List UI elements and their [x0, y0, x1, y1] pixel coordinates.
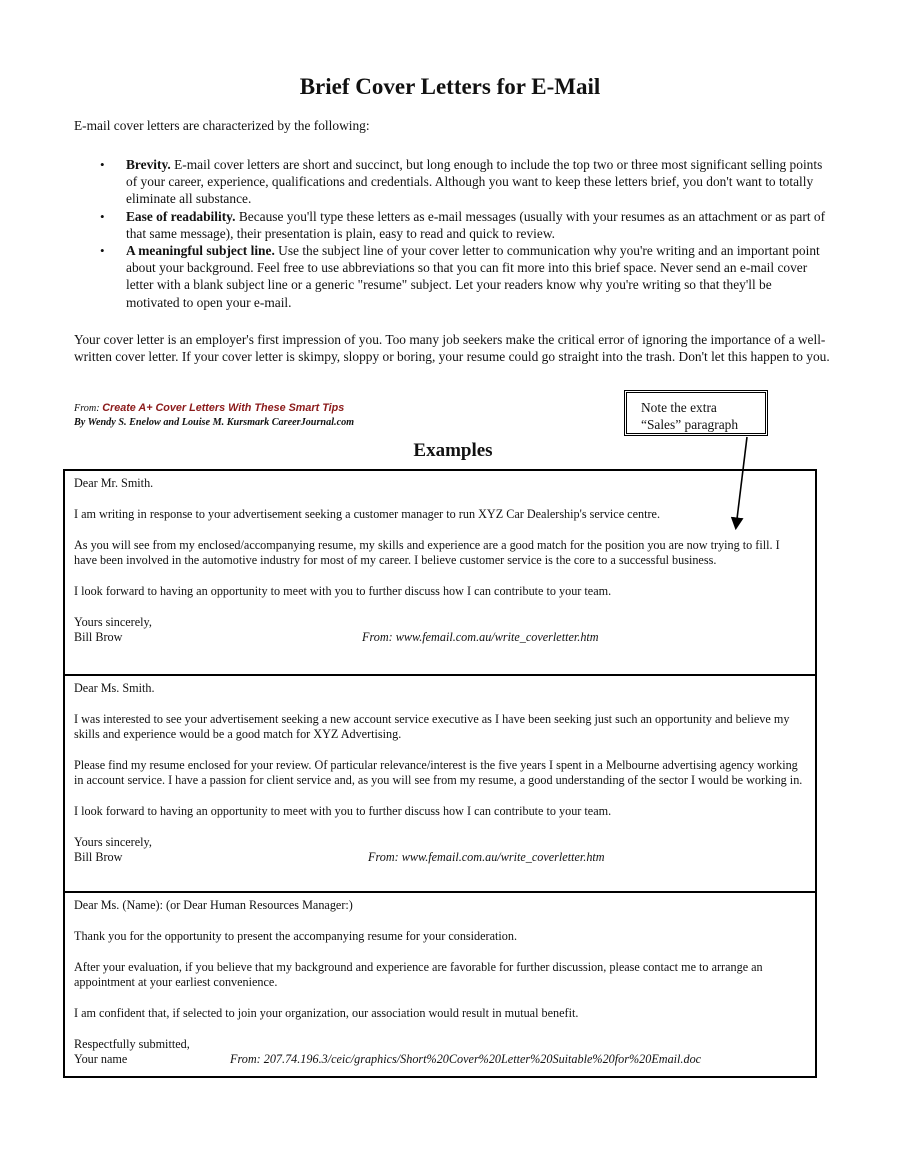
bullet-icon: • — [100, 157, 105, 172]
examples-container — [63, 469, 817, 1078]
page-title: Brief Cover Letters for E-Mail — [299, 74, 601, 99]
example-letter-2 — [65, 674, 815, 891]
letter-paragraph: I was interested to see your advertisement seeking a new account service executive as I have been seeking just such an opportunity and believe my skills and experience would be a good match for XYZ Advertising. — [74, 711, 790, 742]
letter-citation: From: 207.74.196.3/ceic/graphics/Short%20Cover%20Letter%20Suitable%20for%20Email.doc — [230, 1052, 702, 1066]
letter-citation: From: www.femail.com.au/write_coverletter.htm — [368, 850, 605, 865]
letter-paragraph: Please find my resume enclosed for your review. Of particular relevance/interest is the five years I spent in a Melbourne advertising agency working in account service. I have a passion for client service and, as you will see from my resume, a good understanding of the sector I would be working in. — [74, 758, 803, 788]
bullet-icon: • — [100, 243, 105, 259]
letter-paragraph: I am confident that, if selected to join your organization, our association would result in mutual benefit. — [74, 1005, 579, 1020]
letter-salutation: Dear Mr. Smith. — [74, 476, 154, 490]
note-line-2: “Sales” paragraph — [641, 417, 739, 432]
note-line-1: Note the extra — [641, 400, 717, 415]
letter-closing: Respectfully submitted, — [74, 1036, 190, 1051]
source-citation — [74, 402, 354, 429]
letter-salutation: Dear Ms. Smith. — [74, 681, 155, 695]
characteristics-list — [74, 156, 826, 311]
letter-paragraph: I am writing in response to your advertisement seeking a customer manager to run XYZ Car Dealership's service centre. — [74, 506, 660, 521]
letter-paragraph: I look forward to having an opportunity to meet with you to further discuss how I can contribute to your team. — [74, 583, 612, 598]
letter-closing: Yours sincerely, — [74, 835, 152, 849]
letter-signature: Your name — [74, 1052, 128, 1066]
letter-closing: Yours sincerely, — [74, 614, 152, 629]
intro-text: E-mail cover letters are characterized by the following: — [74, 118, 370, 133]
bullet-term: Brevity. — [126, 157, 171, 172]
example-letter-1 — [65, 471, 815, 674]
letter-paragraph: I look forward to having an opportunity to meet with you to further discuss how I can contribute to your team. — [74, 804, 612, 819]
letter-paragraph: After your evaluation, if you believe that my background and experience are favorable for further discussion, please contact me to arrange an appointment at your earliest convenience. — [74, 959, 763, 989]
letter-paragraph: Thank you for the opportunity to present the accompanying resume for your consideration. — [74, 928, 518, 943]
source-article-title: Create A+ Cover Letters With These Smart Tips — [102, 402, 345, 414]
bullet-text: Use the subject line of your cover letter to communication why you're writing and an important point about your background. Feel free to use abbreviations so that you can fit more into this brief space. Never send an e-mail cover letter with a blank subject line or a generic "resume" subject. Let your readers know why you're writing so that they'll be motivated to open your e-mail. — [126, 243, 820, 310]
letter-citation: From: www.femail.com.au/write_coverletter.htm — [362, 630, 599, 644]
bullet-icon: • — [100, 208, 105, 224]
letter-salutation: Dear Ms. (Name): (or Dear Human Resources Manager:) — [74, 898, 353, 912]
letter-signature-row — [74, 850, 815, 865]
letter-signature-row — [74, 630, 815, 645]
first-impression-paragraph: Your cover letter is an employer's first impression of you. Too many job seekers make the critical error of ignoring the importance of a well-written cover letter. If your cover letter is skimpy, sloppy or boring, your resume could go straight into the trash. Don't let this happen to you. — [74, 332, 830, 365]
list-item-brevity — [74, 156, 826, 208]
list-item-subject-line — [74, 242, 826, 311]
letter-paragraph: As you will see from my enclosed/accompanying resume, my skills and experience are a good match for the position you are now trying to fill. I have been involved in the automotive industry for most of my career. I believe customer service is the core to a successful business. — [74, 537, 780, 567]
bullet-term: A meaningful subject line. — [126, 243, 275, 259]
list-item-readability — [74, 208, 826, 242]
note-callout-box — [624, 390, 768, 436]
bullet-term: Ease of readability. — [126, 208, 236, 224]
example-letter-3 — [65, 891, 815, 1076]
bullet-text: E-mail cover letters are short and succinct, but long enough to include the top two or three most significant selling points of your career, experience, qualifications and credentials. Although you want to keep these letters brief, you don't want to totally eliminate all substance. — [126, 157, 823, 207]
letter-signature-row — [74, 1052, 815, 1067]
source-byline: By Wendy S. Enelow and Louise M. Kursmark CareerJournal.com — [74, 416, 355, 428]
letter-signature: Bill Brow — [74, 850, 123, 865]
bullet-text: Because you'll type these letters as e-mail messages (usually with your resumes as an attachment or as part of that same message), their presentation is plain, easy to read and quick to review. — [126, 208, 826, 241]
letter-signature: Bill Brow — [74, 630, 123, 644]
examples-heading: Examples — [413, 440, 493, 461]
source-from-label: From: — [74, 403, 103, 414]
